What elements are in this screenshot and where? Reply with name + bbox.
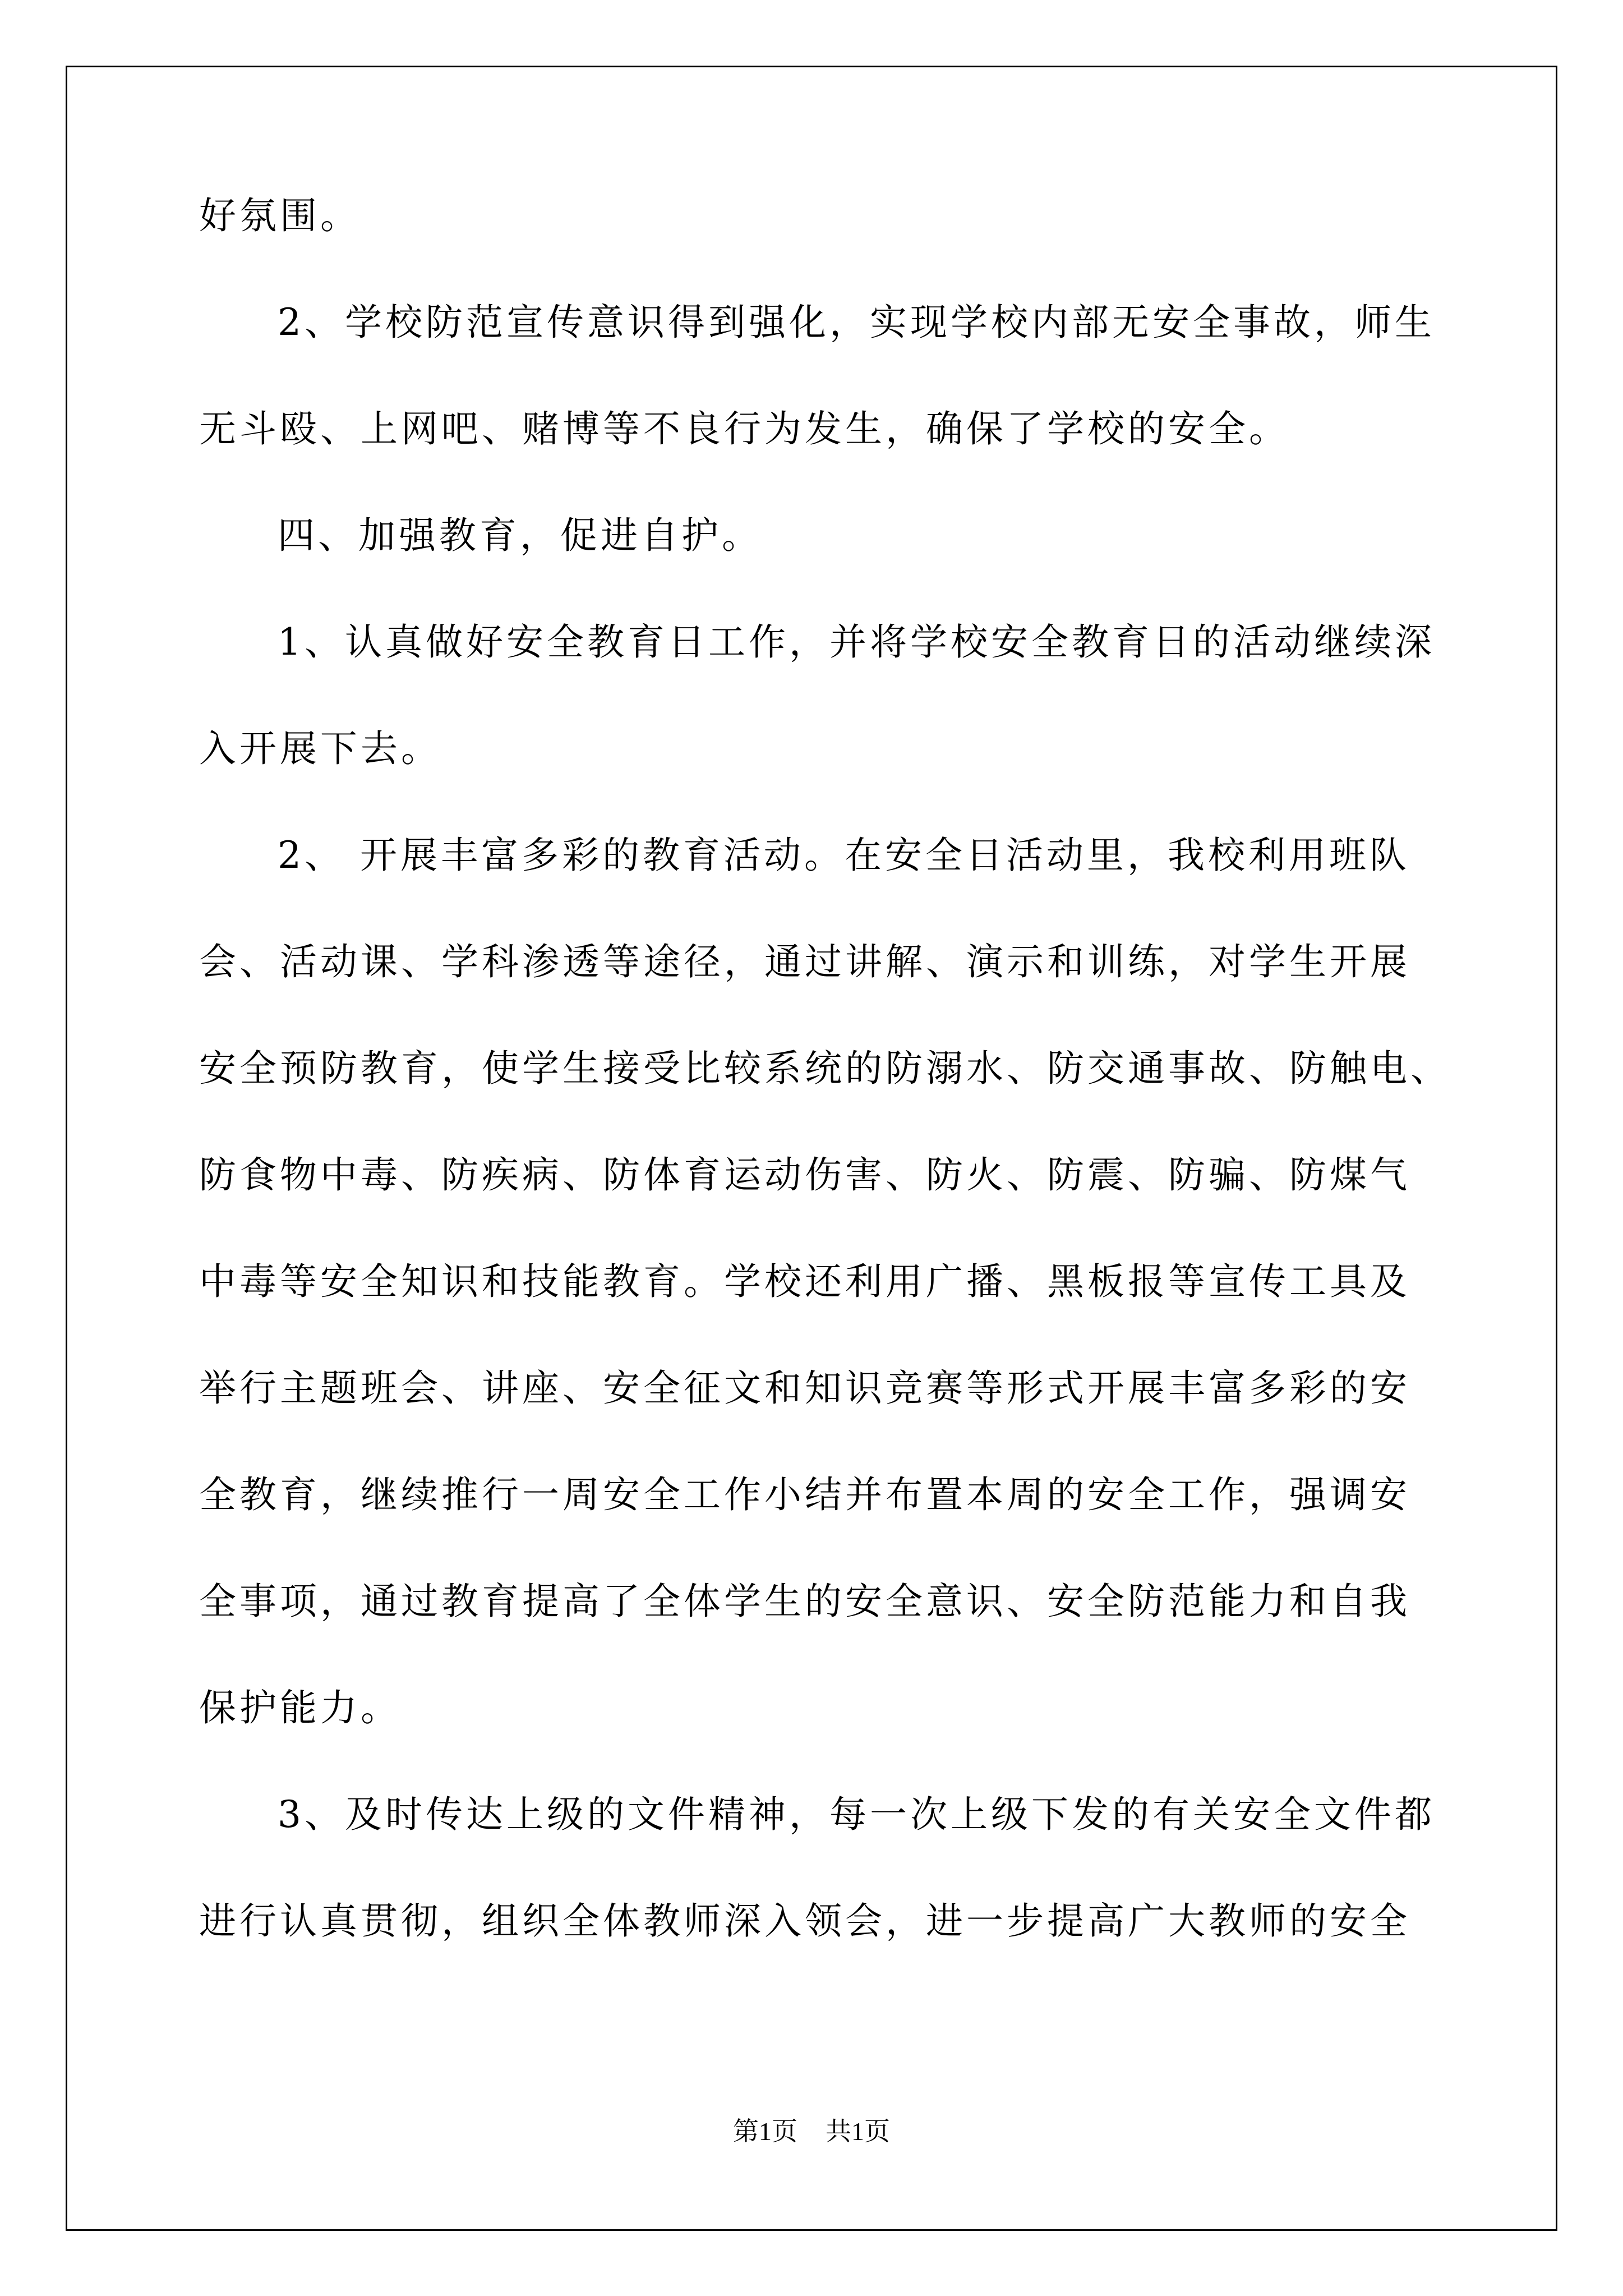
text-line: 进行认真贯彻，组织全体教师深入领会，进一步提高广大教师的安全 [199, 1899, 1410, 1943]
text-line: 好氛围。 [199, 194, 361, 237]
section-heading: 四、加强教育，促进自护。 [278, 514, 762, 557]
text-line: 2、学校防范宣传意识得到强化，实现学校内部无安全事故，师生 [278, 301, 1435, 344]
page-footer [0, 2115, 1623, 2148]
text-line: 安全预防教育，使学生接受比较系统的防溺水、防交通事故、防触电、 [199, 1047, 1451, 1090]
text-line: 无斗殴、上网吧、赌博等不良行为发生，确保了学校的安全。 [199, 407, 1289, 450]
text-line: 会、活动课、学科渗透等途径，通过讲解、演示和训练，对学生开展 [199, 940, 1410, 983]
text-line: 2、 开展丰富多彩的教育活动。在安全日活动里，我校利用班队 [278, 834, 1410, 877]
text-line: 举行主题班会、讲座、安全征文和知识竞赛等形式开展丰富多彩的安 [199, 1366, 1410, 1410]
text-line: 入开展下去。 [199, 727, 441, 770]
page-number: 第1页 [733, 2117, 797, 2146]
text-line: 中毒等安全知识和技能教育。学校还利用广播、黑板报等宣传工具及 [199, 1260, 1410, 1303]
text-line: 保护能力。 [199, 1686, 401, 1729]
text-line: 3、及时传达上级的文件精神，每一次上级下发的有关安全文件都 [278, 1793, 1435, 1836]
text-line: 1、认真做好安全教育日工作，并将学校安全教育日的活动继续深 [278, 620, 1435, 664]
text-line: 全事项，通过教育提高了全体学生的安全意识、安全防范能力和自我 [199, 1580, 1410, 1623]
page-total: 共1页 [826, 2117, 890, 2146]
text-line: 防食物中毒、防疾病、防体育运动伤害、防火、防震、防骗、防煤气 [199, 1153, 1410, 1197]
text-line: 全教育，继续推行一周安全工作小结并布置本周的安全工作，强调安 [199, 1473, 1410, 1516]
